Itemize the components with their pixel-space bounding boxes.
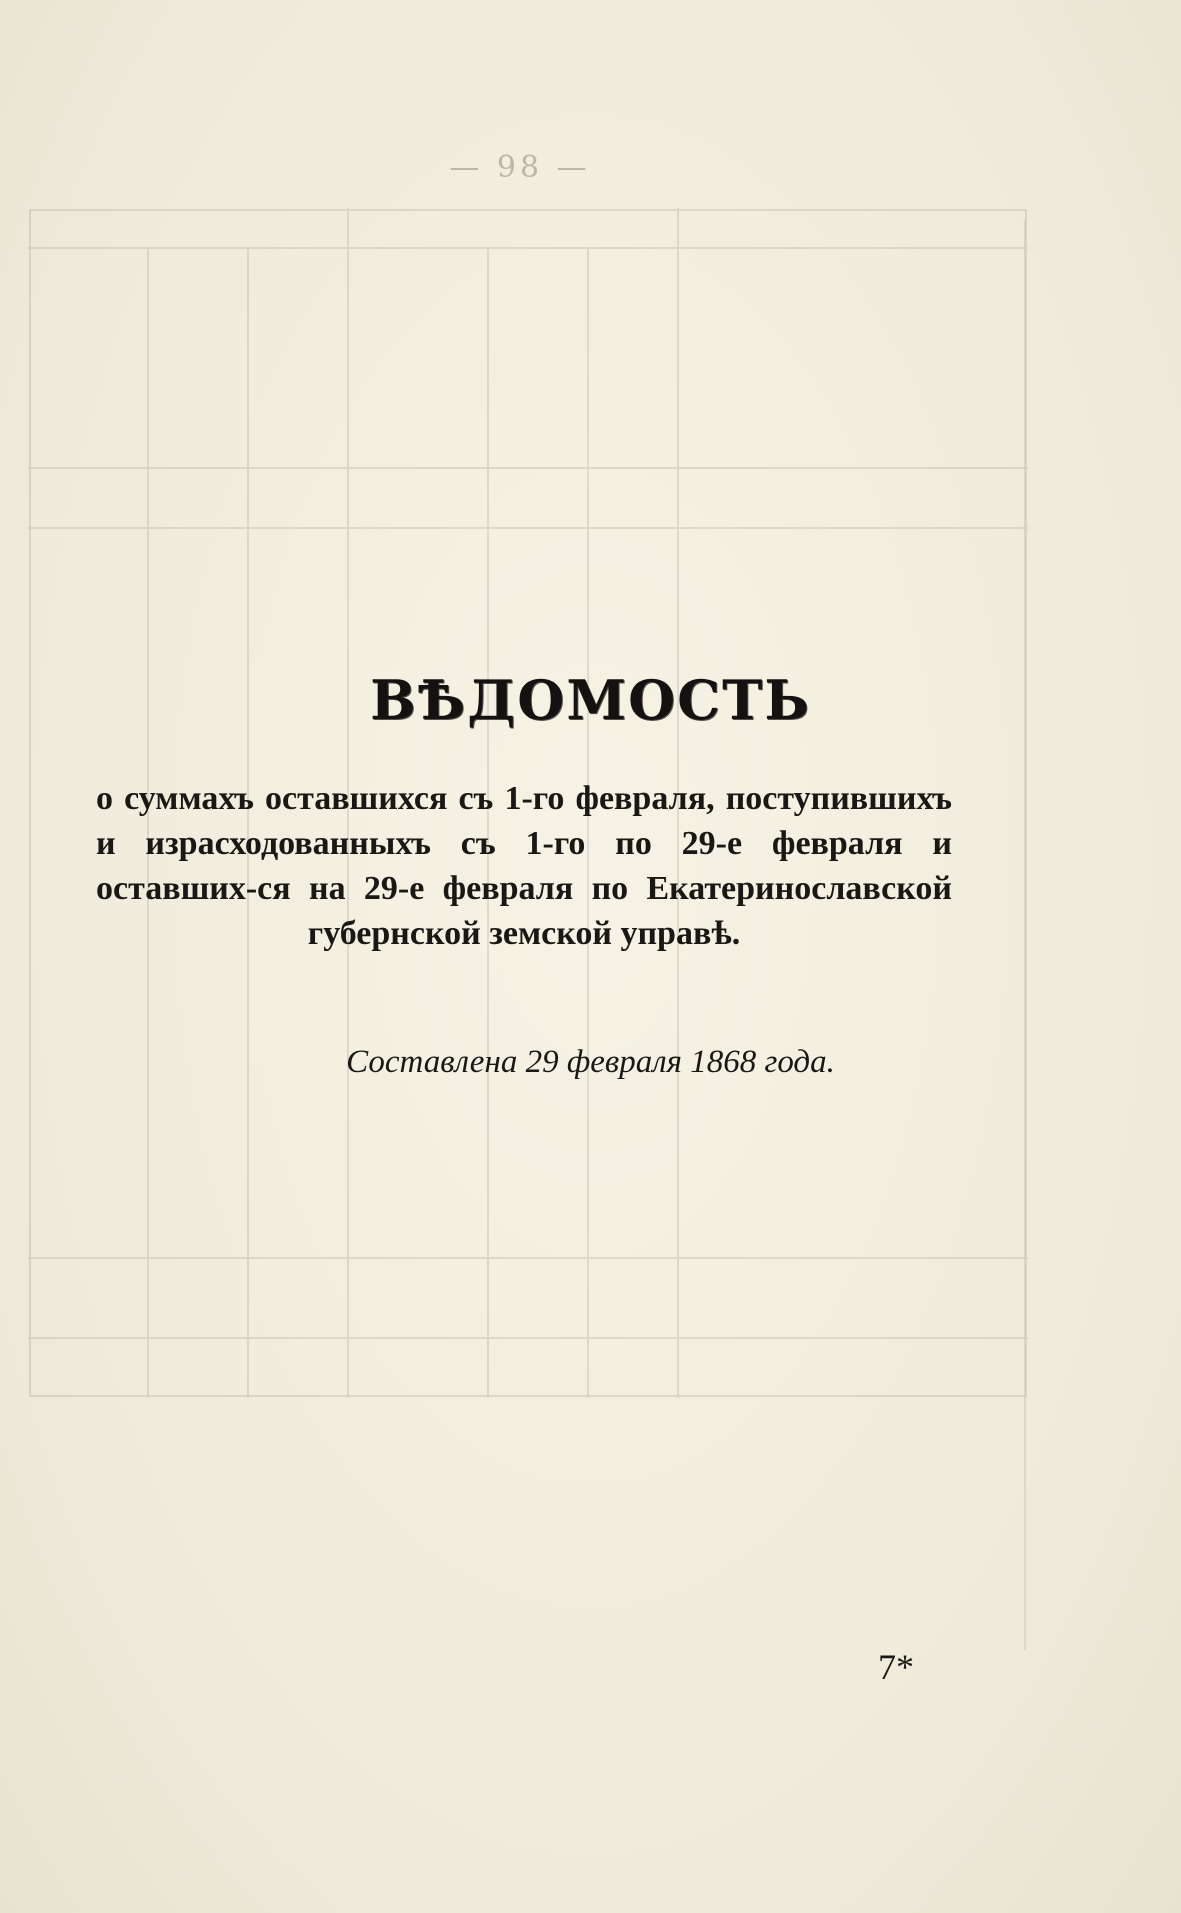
compiled-date-line: Составлена 29 февраля 1868 года. <box>346 1044 835 1080</box>
margin-rule <box>1024 220 1026 1650</box>
signature-mark: 7* <box>878 1647 914 1687</box>
document-subtitle: о суммахъ оставшихся съ 1-го февраля, поступившихъ и израсходованныхъ съ 1-го по 29-е февраля и оставших-ся на 29-е февраля по Екатеринославской губернской земской управѣ. <box>96 780 952 952</box>
bleed-through-page-number: — 98 — <box>449 150 591 185</box>
document-title: ВѢДОМОСТЬ <box>370 668 811 732</box>
